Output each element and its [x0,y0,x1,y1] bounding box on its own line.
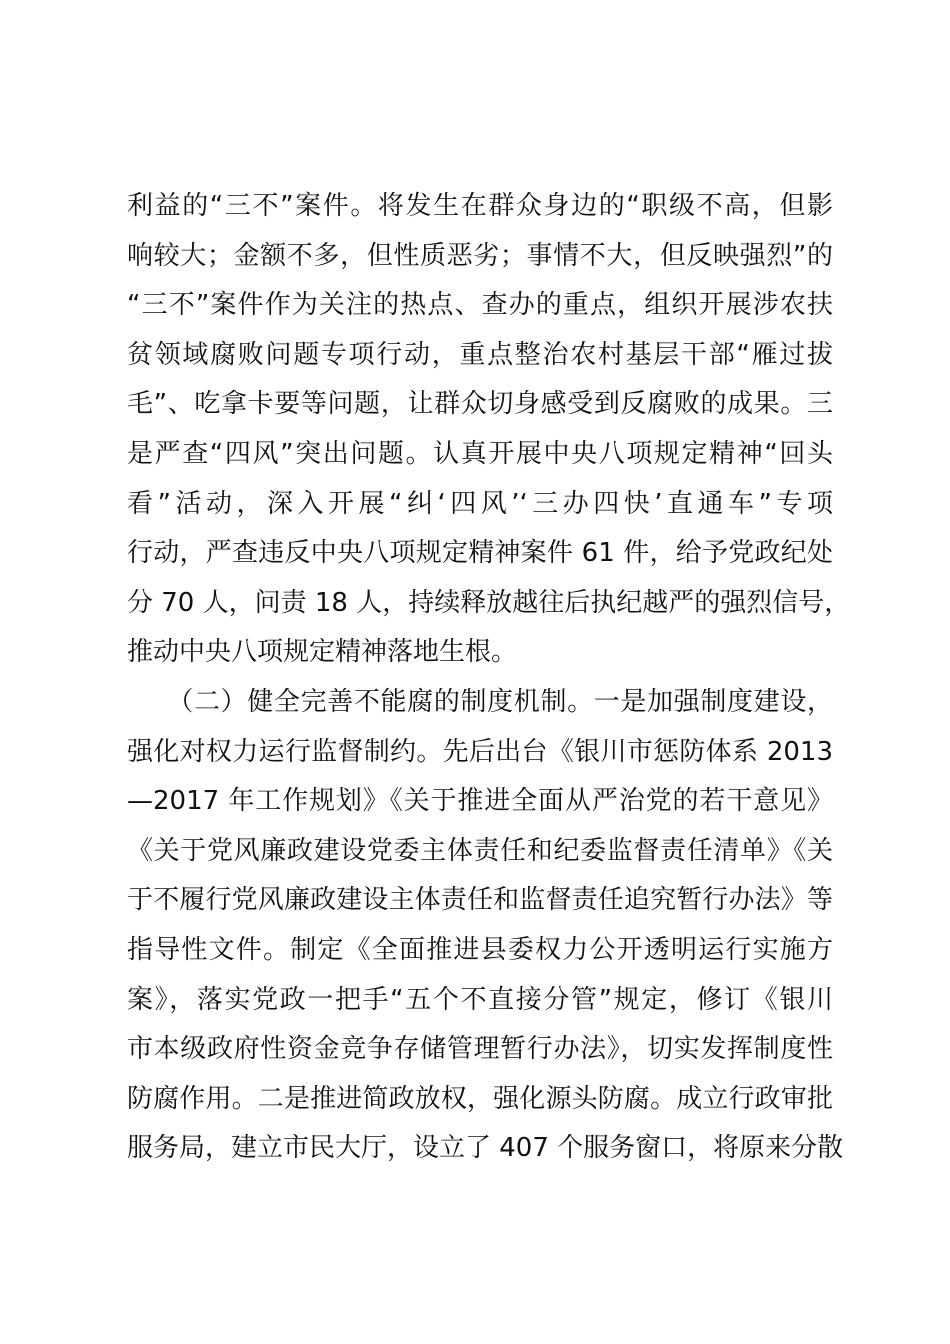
text-line: 防腐作用。二是推进简政放权，强化源头防腐。成立行政审批 [127,1083,833,1114]
text-line: 贫领域腐败问题专项行动，重点整治农村基层干部“雁过拔 [127,339,833,370]
text-line: —2017 年工作规划》《关于推进全面从严治党的若干意见》 [127,786,833,817]
text-line: 是严查“四风”突出问题。认真开展中央八项规定精神“回头 [127,438,833,469]
text-line: （二）健全完善不能腐的制度机制。一是加强制度建设， [127,686,833,717]
text-line: 案》，落实党政一把手“五个不直接分管”规定，修订《银川 [127,984,833,1015]
text-line: 指导性文件。制定《全面推进县委权力公开透明运行实施方 [127,934,833,965]
text-line: 响较大；金额不多，但性质恶劣；事情不大，但反映强烈”的 [127,240,833,271]
text-line: 服务局，建立市民大厅，设立了 407 个服务窗口，将原来分散 [127,1133,844,1164]
text-line: 推动中央八项规定精神落地生根。 [127,637,518,668]
text-line: 市本级政府性资金竞争存储管理暂行办法》，切实发挥制度性 [127,1034,833,1065]
text-line: “三不”案件作为关注的热点、查办的重点，组织开展涉农扶 [127,290,833,321]
text-line: 行动，严查违反中央八项规定精神案件 61 件，给予党政纪处 [127,538,833,569]
text-line: 于不履行党风廉政建设主体责任和监督责任追究暂行办法》等 [127,885,833,916]
body-text [127,182,851,1174]
text-line: 毛”、吃拿卡要等问题，让群众切身感受到反腐败的成果。三 [127,389,833,420]
text-line: 强化对权力运行监督制约。先后出台《银川市惩防体系 2013 [127,736,833,767]
text-line: 分 70 人，问责 18 人，持续释放越往后执纪越严的强烈信号， [127,587,851,618]
text-line: 利益的“三不”案件。将发生在群众身边的“职级不高，但影 [127,191,833,221]
text-line: 看”活动，深入开展“纠‘四风’‘三办四快’直通车”专项 [127,488,833,519]
text-line: 《关于党风廉政建设党委主体责任和纪委监督责任清单》《关 [127,835,833,866]
